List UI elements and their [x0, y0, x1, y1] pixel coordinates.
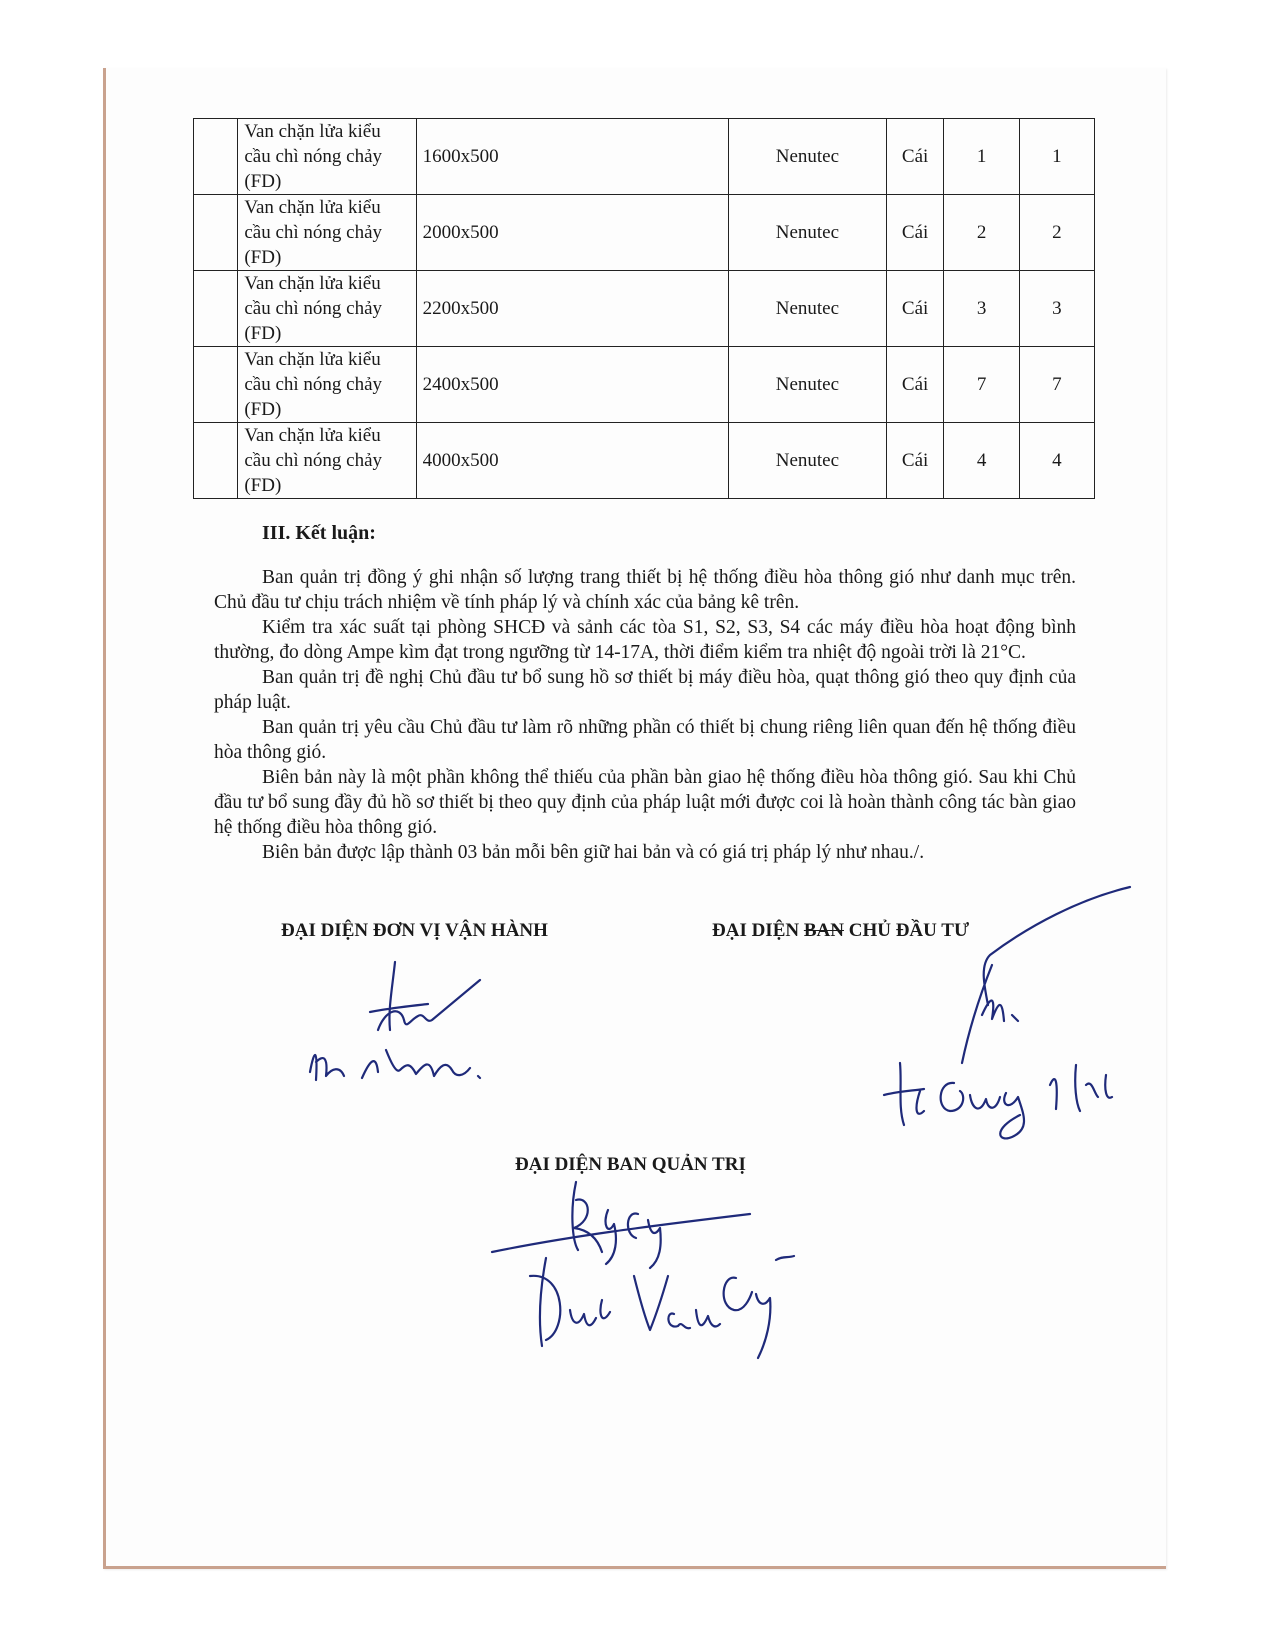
item-name: Van chặn lửa kiểu cầu chì nóng chảy (FD)	[238, 271, 416, 347]
conclusion-heading: III. Kết luận:	[262, 522, 376, 544]
operator-signature	[300, 950, 520, 1100]
item-qty-design: 3	[944, 271, 1019, 347]
signature-stroke	[310, 1050, 480, 1080]
item-qty-design: 7	[944, 347, 1019, 423]
table-row	[194, 195, 1095, 271]
row-index	[194, 195, 238, 271]
table-row	[194, 119, 1095, 195]
signature-stroke	[884, 1063, 1112, 1138]
item-size: 4000x500	[416, 423, 728, 499]
item-qty-actual: 4	[1019, 423, 1094, 499]
signature-stroke	[370, 962, 480, 1030]
row-index	[194, 423, 238, 499]
signature-stroke	[962, 887, 1130, 1063]
item-qty-design: 1	[944, 119, 1019, 195]
equipment-table-body	[194, 119, 1095, 499]
table-row	[194, 347, 1095, 423]
conclusion-paragraph: Biên bản này là một phần không thể thiếu của phần bàn giao hệ thống điều hòa thông gió. Sau khi Chủ đầu tư bổ sung đầy đủ hồ sơ thiết bị theo quy định của pháp luật mới được coi là hoàn thành công tác bàn giao hệ thống điều hòa thông gió.	[214, 767, 1076, 838]
item-qty-actual: 3	[1019, 271, 1094, 347]
conclusion-body	[214, 565, 1076, 865]
item-qty-actual: 1	[1019, 119, 1094, 195]
row-index	[194, 271, 238, 347]
conclusion-paragraph: Ban quản trị đồng ý ghi nhận số lượng trang thiết bị hệ thống điều hòa thông gió như danh mục trên. Chủ đầu tư chịu trách nhiệm về tính pháp lý và chính xác của bảng kê trên.	[214, 567, 1076, 613]
item-size: 2000x500	[416, 195, 728, 271]
board-signature-title: ĐẠI DIỆN BAN QUẢN TRỊ	[515, 1154, 746, 1175]
item-brand: Nenutec	[729, 195, 887, 271]
item-qty-actual: 7	[1019, 347, 1094, 423]
conclusion-paragraph: Kiểm tra xác suất tại phòng SHCĐ và sảnh các tòa S1, S2, S3, S4 các máy điều hòa hoạt động bình thường, đo dòng Ampe kìm đạt trong ngưỡng từ 14-17A, thời điểm kiểm tra nhiệt độ ngoài trời là 21°C.	[214, 617, 1076, 663]
conclusion-paragraph: Ban quản trị yêu cầu Chủ đầu tư làm rõ những phần có thiết bị chung riêng liên quan đến hệ thống điều hòa thông gió.	[214, 717, 1076, 763]
investor-title-struck: BAN	[803, 920, 844, 941]
item-qty-design: 4	[944, 423, 1019, 499]
signature-stroke	[572, 1182, 660, 1268]
item-size: 2400x500	[416, 347, 728, 423]
conclusion-paragraph: Biên bản được lập thành 03 bản mỗi bên giữ hai bản và có giá trị pháp lý như nhau./.	[262, 842, 925, 863]
item-unit: Cái	[886, 347, 944, 423]
item-name: Van chặn lửa kiểu cầu chì nóng chảy (FD)	[238, 119, 416, 195]
signature-stroke	[530, 1256, 794, 1358]
item-qty-design: 2	[944, 195, 1019, 271]
investor-signature	[880, 885, 1140, 1175]
table-row	[194, 423, 1095, 499]
item-unit: Cái	[886, 423, 944, 499]
item-unit: Cái	[886, 195, 944, 271]
item-name: Van chặn lửa kiểu cầu chì nóng chảy (FD)	[238, 347, 416, 423]
item-size: 1600x500	[416, 119, 728, 195]
item-brand: Nenutec	[729, 347, 887, 423]
item-qty-actual: 2	[1019, 195, 1094, 271]
row-index	[194, 119, 238, 195]
item-unit: Cái	[886, 119, 944, 195]
board-signature	[490, 1180, 800, 1370]
row-index	[194, 347, 238, 423]
signature-stroke	[492, 1214, 750, 1252]
investor-title-part: ĐẠI DIỆN	[712, 920, 804, 941]
item-name: Van chặn lửa kiểu cầu chì nóng chảy (FD)	[238, 195, 416, 271]
equipment-table	[193, 118, 1095, 499]
item-unit: Cái	[886, 271, 944, 347]
item-size: 2200x500	[416, 271, 728, 347]
item-brand: Nenutec	[729, 119, 887, 195]
investor-title-part: CHỦ ĐẦU TƯ	[843, 920, 970, 941]
operator-signature-title: ĐẠI DIỆN ĐƠN VỊ VẬN HÀNH	[281, 920, 548, 941]
conclusion-paragraph: Ban quản trị đề nghị Chủ đầu tư bổ sung hồ sơ thiết bị máy điều hòa, quạt thông gió theo quy định của pháp luật.	[214, 667, 1076, 713]
item-name: Van chặn lửa kiểu cầu chì nóng chảy (FD)	[238, 423, 416, 499]
table-row	[194, 271, 1095, 347]
item-brand: Nenutec	[729, 271, 887, 347]
item-brand: Nenutec	[729, 423, 887, 499]
